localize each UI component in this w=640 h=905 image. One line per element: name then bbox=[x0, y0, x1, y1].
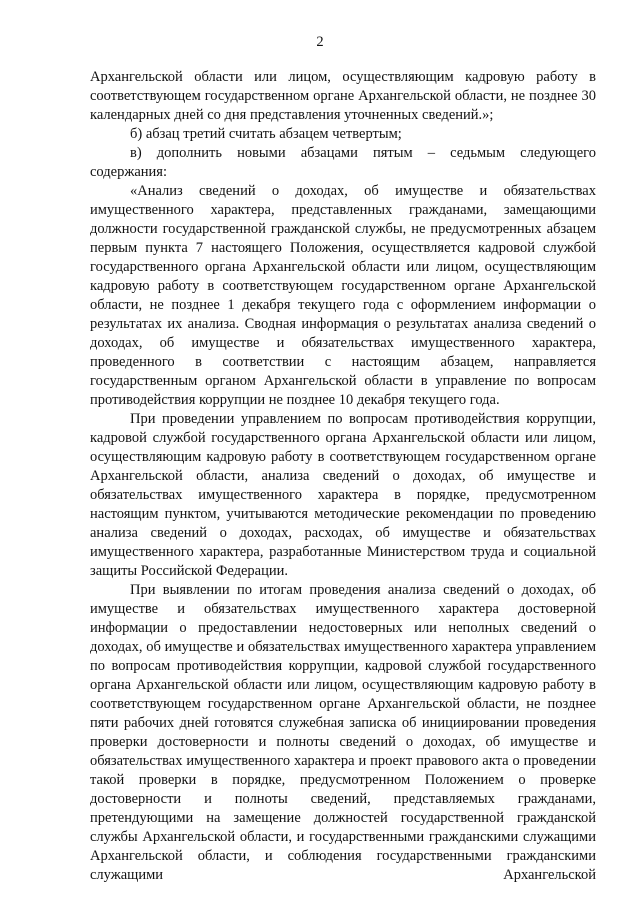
paragraph-item-b: б) абзац третий считать абзацем четвертым; bbox=[130, 126, 402, 142]
document-body bbox=[90, 68, 596, 885]
paragraph-item-v: в) дополнить новыми абзацами пятым – седьмым следующего содержания: bbox=[90, 145, 596, 180]
paragraph-continuation: Архангельской области или лицом, осуществляющим кадровую работу в соответствующем государственном органе Архангельской области, не позднее 30 календарных дней со дня представления уточненных сведений.»; bbox=[90, 69, 596, 123]
paragraph-analysis: «Анализ сведений о доходах, об имуществе и обязательствах имущественного характера, представленных гражданами, замещающими должности государственной гражданской службы, не предусмотренных абзацем первым пункта 7 настоящего Положения, осуществляется кадровой службой государственного органа Архангельской области или лицом, осуществляющим кадровую работу в соответствующем государственном органе Архангельской области, не позднее 1 декабря текущего года с оформлением информации о результатах их анализа. Сводная информация о результатах анализа сведений о доходах, об имуществе и обязательствах имущественного характера, проведенного в соответствии с настоящим абзацем, направляется государственным органом Архангельской области в управление по вопросам противодействия коррупции не позднее 10 декабря текущего года. bbox=[90, 183, 596, 408]
paragraph-verification: При выявлении по итогам проведения анализа сведений о доходах, об имуществе и обязательствах имущественного характера достоверной информации о предоставлении недостоверных или неполных сведений о доходах, об имуществе и обязательствах имущественного характера управлением по вопросам противодействия коррупции, кадровой службой государственного органа Архангельской области или лицом, осуществляющим кадровую работу в соответствующем государственном органе Архангельской области, не позднее пяти рабочих дней готовятся служебная записка об инициировании проведения проверки достоверности и полноты сведений о доходах, об имуществе и обязательствах имущественного характера и проект правового акта о проведении такой проверки в порядке, предусмотренном Положением о проверке достоверности и полноты сведений, представляемых гражданами, претендующими на замещение должностей государственной гражданской службы Архангельской области, и государственными гражданскими служащими Архангельской области, и соблюдения государственными гражданскими служащими Архангельской bbox=[90, 582, 596, 883]
page-number: 2 bbox=[316, 34, 324, 50]
paragraph-methodology: При проведении управлением по вопросам противодействия коррупции, кадровой службой государственного органа Архангельской области или лицом, осуществляющим кадровую работу в соответствующем государственном органе Архангельской области, анализа сведений о доходах, об имуществе и обязательствах имущественного характера в порядке, предусмотренном настоящим пунктом, учитываются методические рекомендации по проведению анализа сведений о доходах, расходах, об имуществе и обязательствах имущественного характера, разработанные Министерством труда и социальной защиты Российской Федерации. bbox=[90, 411, 596, 579]
